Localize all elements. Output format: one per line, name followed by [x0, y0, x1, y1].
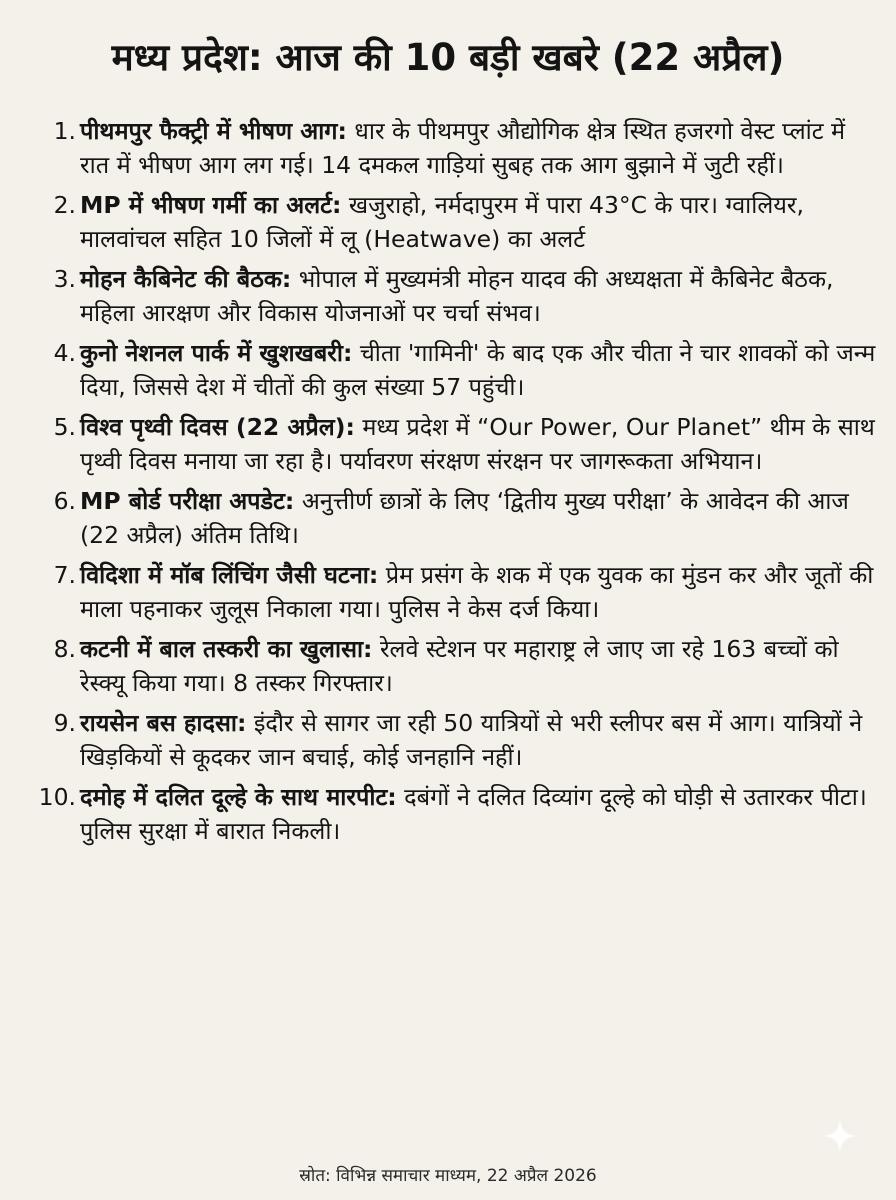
news-item-number: 4. [53, 339, 76, 367]
news-item-text [80, 558, 876, 626]
news-item-number: 6. [53, 487, 76, 515]
news-item-headline: कुनो नेशनल पार्क में खुशखबरी: [80, 339, 353, 367]
news-item-body: दबंगों ने दलित दिव्यांग दूल्हे को घोड़ी से उतारकर पीटा। पुलिस सुरक्षा में बारात निकली। [80, 783, 867, 845]
news-item-text [80, 262, 876, 330]
news-item-text [80, 188, 876, 256]
source-caption: स्रोत: विभिन्न समाचार माध्यम, 22 अप्रैल 2026 [299, 1166, 597, 1186]
news-item-headline: विश्व पृथ्वी दिवस (22 अप्रैल): [80, 413, 355, 441]
news-item-body: खजुराहो, नर्मदापुरम में पारा 43°C के पार। ग्वालियर, मालवांचल सहित 10 जिलों में लू (Heatwave) का अलर्ट [80, 191, 804, 253]
news-item-body: अनुत्तीर्ण छात्रों के लिए ‘द्वितीय मुख्य परीक्षा’ के आवेदन की आज (22 अप्रैल) अंतिम तिथि। [80, 487, 849, 549]
news-item-1 [20, 114, 876, 182]
news-item-9 [20, 706, 876, 774]
news-item-headline: MP में भीषण गर्मी का अलर्ट: [80, 191, 342, 219]
news-item-body: रेलवे स्टेशन पर महाराष्ट्र ले जाए जा रहे 163 बच्चों को रेस्क्यू किया गया। 8 तस्कर गिरफ्तार। [80, 635, 839, 697]
news-item-text [80, 780, 876, 848]
news-item-text [80, 706, 876, 774]
news-item-4 [20, 336, 876, 404]
news-item-text [80, 336, 876, 404]
news-item-number: 8. [53, 635, 76, 663]
news-item-10 [20, 780, 876, 848]
news-item-body: धार के पीथमपुर औद्योगिक क्षेत्र स्थित हजरगो वेस्ट प्लांट में रात में भीषण आग लग गई। 14 दमकल गाड़ियां सुबह तक आग बुझाने में जुटी रहीं। [80, 117, 846, 179]
sparkle-icon [822, 1118, 858, 1154]
news-item-body: चीता 'गामिनी' के बाद एक और चीता ने चार शावकों को जन्म दिया, जिससे देश में चीतों की कुल संख्या 57 पहुंची। [80, 339, 876, 401]
news-item-body: मध्य प्रदेश में “Our Power, Our Planet” थीम के साथ पृथ्वी दिवस मनाया जा रहा है। पर्यावरण संरक्षण संरक्षन पर जागरूकता अभियान। [80, 413, 875, 475]
news-item-headline: रायसेन बस हादसा: [80, 709, 247, 737]
news-item-number: 10. [38, 783, 76, 811]
news-item-text [80, 114, 876, 182]
news-item-body: इंदौर से सागर जा रही 50 यात्रियों से भरी स्लीपर बस में आग। यात्रियों ने खिड़कियों से कूदकर जान बचाई, कोई जनहानि नहीं। [80, 709, 863, 771]
news-item-3 [20, 262, 876, 330]
news-item-headline: कटनी में बाल तस्करी का खुलासा: [80, 635, 373, 663]
news-item-8 [20, 632, 876, 700]
news-item-number: 3. [53, 265, 76, 293]
news-item-number: 5. [53, 413, 76, 441]
news-item-number: 2. [53, 191, 76, 219]
news-item-headline: दमोह में दलित दूल्हे के साथ मारपीट: [80, 783, 397, 811]
news-item-body: प्रेम प्रसंग के शक में एक युवक का मुंडन कर और जूतों की माला पहनाकर जुलूस निकाला गया। पुलिस ने केस दर्ज किया। [80, 561, 874, 623]
news-item-7 [20, 558, 876, 626]
news-item-headline: MP बोर्ड परीक्षा अपडेट: [80, 487, 295, 515]
news-item-number: 9. [53, 709, 76, 737]
news-item-number: 1. [53, 117, 76, 145]
news-item-text [80, 410, 876, 478]
news-item-body: भोपाल में मुख्यमंत्री मोहन यादव की अध्यक्षता में कैबिनेट बैठक, महिला आरक्षण और विकास योजनाओं पर चर्चा संभव। [80, 265, 834, 327]
news-item-headline: विदिशा में मॉब लिंचिंग जैसी घटना: [80, 561, 379, 589]
news-item-number: 7. [53, 561, 76, 589]
news-list [20, 114, 876, 854]
news-item-text [80, 484, 876, 552]
news-item-5 [20, 410, 876, 478]
news-item-text [80, 632, 876, 700]
news-item-6 [20, 484, 876, 552]
news-item-2 [20, 188, 876, 256]
news-item-headline: पीथमपुर फैक्ट्री में भीषण आग: [80, 117, 347, 145]
page-title: मध्य प्रदेश: आज की 10 बड़ी खबरे (22 अप्रैल) [111, 36, 785, 79]
news-item-headline: मोहन कैबिनेट की बैठक: [80, 265, 292, 293]
